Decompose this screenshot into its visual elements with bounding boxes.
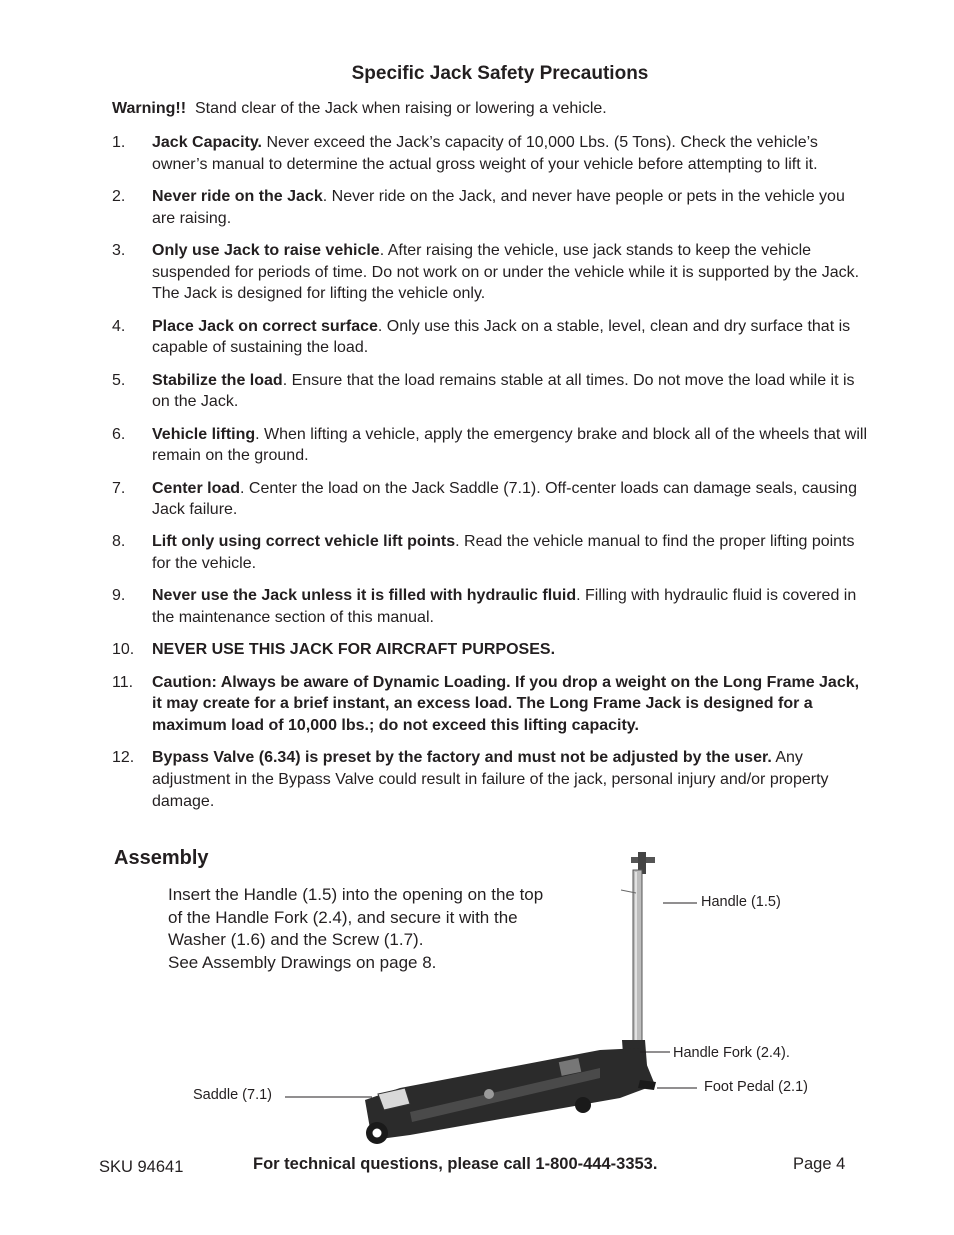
item-text: . Ensure that the load remains stable at all times. Do not move the load while it is on the Jack. [152,371,855,411]
item-lead: Bypass Valve (6.34) is preset by the factory and must not be adjusted by the user. [152,749,772,767]
footer-phone: For technical questions, please call 1-800-444-3353. [253,1155,658,1173]
item-number: 9. [112,587,126,605]
item-text: . When lifting a vehicle, apply the emergency brake and block all of the wheels that will remain on the ground. [152,425,868,465]
label-saddle: Saddle (7.1) [193,1087,272,1103]
item-text: . Center the load on the Jack Saddle (7.1). Off-center loads can damage seals, causing Jack failure. [152,479,857,519]
assembly-line: Washer (1.6) and the Screw (1.7). [168,930,424,949]
label-handle-fork: Handle Fork (2.4). [673,1045,790,1061]
page-title: Specific Jack Safety Precautions [351,63,649,84]
item-number: 3. [112,241,126,259]
item-lead: Place Jack on correct surface [152,317,378,335]
assembly-line: of the Handle Fork (2.4), and secure it with the [168,907,518,927]
handle-drawing [621,852,655,1052]
label-foot-pedal: Foot Pedal (2.1) [704,1079,808,1095]
item-text: . Never ride on the Jack, and never have people or pets in the vehicle you are raising. [152,187,845,227]
item-number: 8. [112,533,126,551]
item-number: 5. [112,371,126,389]
item-lead: Never use the Jack unless it is filled with hydraulic fluid [152,587,577,605]
item-number: 1. [112,134,126,151]
warning-label: Warning!! [112,100,187,117]
item-text: Any adjustment in the Bypass Valve could result in failure of the jack, personal injury and/or property damage. [152,749,829,810]
item-lead: Stabilize the load [152,371,283,389]
item-lead: Caution: Always be aware of Dynamic Loading. If you drop a weight on the Long Frame Jack, it may create for a brief instant, an excess load. The Long Frame Jack is designed for a maximum load of 10,000 lbs.; do not exceed this lifting capacity. [152,673,860,735]
item-text: Never exceed the Jack’s capacity of 10,000 Lbs. (5 Tons). Check the vehicle’s owner’s manual to determine the actual gross weight of your vehicle before attempting to lift it. [152,134,818,173]
item-text: . Filling with hydraulic fluid is covered in the maintenance section of this manual. [152,587,857,627]
item-lead: Vehicle lifting [152,425,256,443]
item-lead: Jack Capacity. [152,134,262,151]
rear-wheel [575,1097,591,1113]
item-lead: Center load [152,479,241,497]
item-number: 11. [112,673,134,691]
item-number: 4. [112,317,126,335]
footer-page-number: Page 4 [793,1155,846,1173]
item-lead: Lift only using correct vehicle lift points [152,533,456,551]
item-lead: Never ride on the Jack [152,187,323,205]
item-number: 10. [112,641,135,659]
item-text: . Only use this Jack on a stable, level, clean and dry surface that is capable of sustaining the load. [152,317,851,357]
item-number: 7. [112,479,126,497]
item-text: . Read the vehicle manual to find the proper lifting points for the vehicle. [152,533,855,573]
assembly-heading: Assembly [114,847,209,869]
item-lead: Only use Jack to raise vehicle [152,241,380,259]
warning-text: Stand clear of the Jack when raising or lowering a vehicle. [194,100,607,117]
item-number: 2. [112,187,126,205]
footer-sku: SKU 94641 [99,1158,184,1176]
assembly-line: Insert the Handle (1.5) into the opening on the top [168,885,544,904]
item-number: 6. [112,425,126,443]
item-text: . After raising the vehicle, use jack stands to keep the vehicle suspended for periods of time. Do not work on or under the vehicle while it is supported by the Jack. The Jack is designed for lifting the vehicle only. [152,241,860,303]
assembly-line: See Assembly Drawings on page 8. [168,952,437,972]
item-number: 12. [112,749,135,767]
item-lead: NEVER USE THIS JACK FOR AIRCRAFT PURPOSES. [152,641,556,659]
label-handle: Handle (1.5) [701,894,781,910]
